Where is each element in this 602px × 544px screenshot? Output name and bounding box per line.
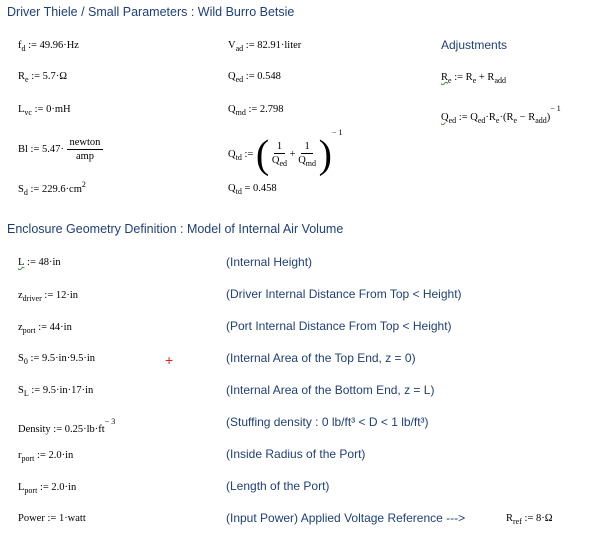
power-def[interactable]: Power := 1·watt — [18, 513, 86, 524]
qed-definition[interactable]: $Q_{ed}$ := 0.548 — [228, 71, 281, 84]
page-title: Driver Thiele / Small Parameters : Wild Burro Betsie — [7, 5, 295, 19]
z-port-note: (Port Internal Distance From Top < Height) — [226, 319, 452, 333]
rref-def[interactable]: $R_{ref}$ := 8·Ω — [506, 513, 553, 526]
vad-definition[interactable]: $V_{ad}$ := 82.91·liter — [228, 40, 302, 53]
qtd-formula[interactable]: $Q_{td}$ := ( $\frac{1}{Q_{ed}}$ + $\frac{1}{Q_{md}}$ )$^{- 1}$ — [228, 128, 343, 177]
s0-def[interactable]: $S_0$ := 9.5·in·9.5·in — [18, 353, 96, 366]
s0-note: (Internal Area of the Top End, z = 0) — [226, 351, 416, 365]
power-note: (Input Power) Applied Voltage Reference ---> — [226, 511, 466, 525]
qtd-value[interactable]: $Q_{td} = 0.458$ — [228, 183, 277, 196]
adjustments-title: Adjustments — [441, 38, 508, 52]
fd-definition[interactable]: $f_d$ := 49.96·Hz — [18, 40, 79, 53]
sl-def[interactable]: $S_L$ := 9.5·in·17·in — [18, 385, 94, 398]
bl-unit-fraction: $\frac{\text{newton}}{\text{amp}}$ — [67, 137, 104, 162]
lvc-definition[interactable]: $L_{vc}$ := 0·mH — [18, 104, 71, 117]
r-port-def[interactable]: $r_{port}$ := 2.0·in — [18, 450, 74, 463]
enclosure-height-def[interactable]: L := 48·in — [18, 257, 61, 268]
l-port-def[interactable]: $L_{port}$ := 2.0·in — [18, 482, 77, 495]
enclosure-title: Enclosure Geometry Definition : Model of Internal Air Volume — [7, 222, 344, 236]
sl-note: (Internal Area of the Bottom End, z = L) — [226, 383, 435, 397]
density-note: (Stuffing density : 0 lb/ft³ < D < 1 lb/ft³) — [226, 415, 429, 429]
density-def[interactable]: Density := $0.25\cdot lb\cdot ft^{- 3}$ — [18, 417, 116, 435]
r-port-note: (Inside Radius of the Port) — [226, 447, 366, 461]
l-port-note: (Length of the Port) — [226, 479, 330, 493]
qed-adjust-formula[interactable]: $Q_{ed}$ := $Q_{ed}\cdot R_e\cdot(R_e - R_{add})^{- 1}$ — [441, 104, 561, 125]
z-driver-note: (Driver Internal Distance From Top < Height) — [226, 287, 462, 301]
z-port-def[interactable]: $z_{port}$ := 44·in — [18, 322, 72, 335]
z-driver-def[interactable]: $z_{driver}$ := 12·in — [18, 290, 79, 303]
sd-definition[interactable]: $S_d$ := $229.6\cdot cm^2$ — [18, 180, 86, 197]
re-definition[interactable]: $R_e$ := 5.7·Ω — [18, 71, 68, 84]
enclosure-height-note: (Internal Height) — [226, 255, 313, 269]
re-adjust-formula[interactable]: $R_e$ := $R_e + R_{add}$ — [441, 72, 506, 85]
crosshair-icon: + — [165, 352, 174, 368]
qmd-definition[interactable]: $Q_{md}$ := 2.798 — [228, 104, 284, 117]
bl-definition[interactable]: Bl := 5.47· $\frac{\text{newton}}{\text{amp}}$ — [18, 137, 103, 162]
